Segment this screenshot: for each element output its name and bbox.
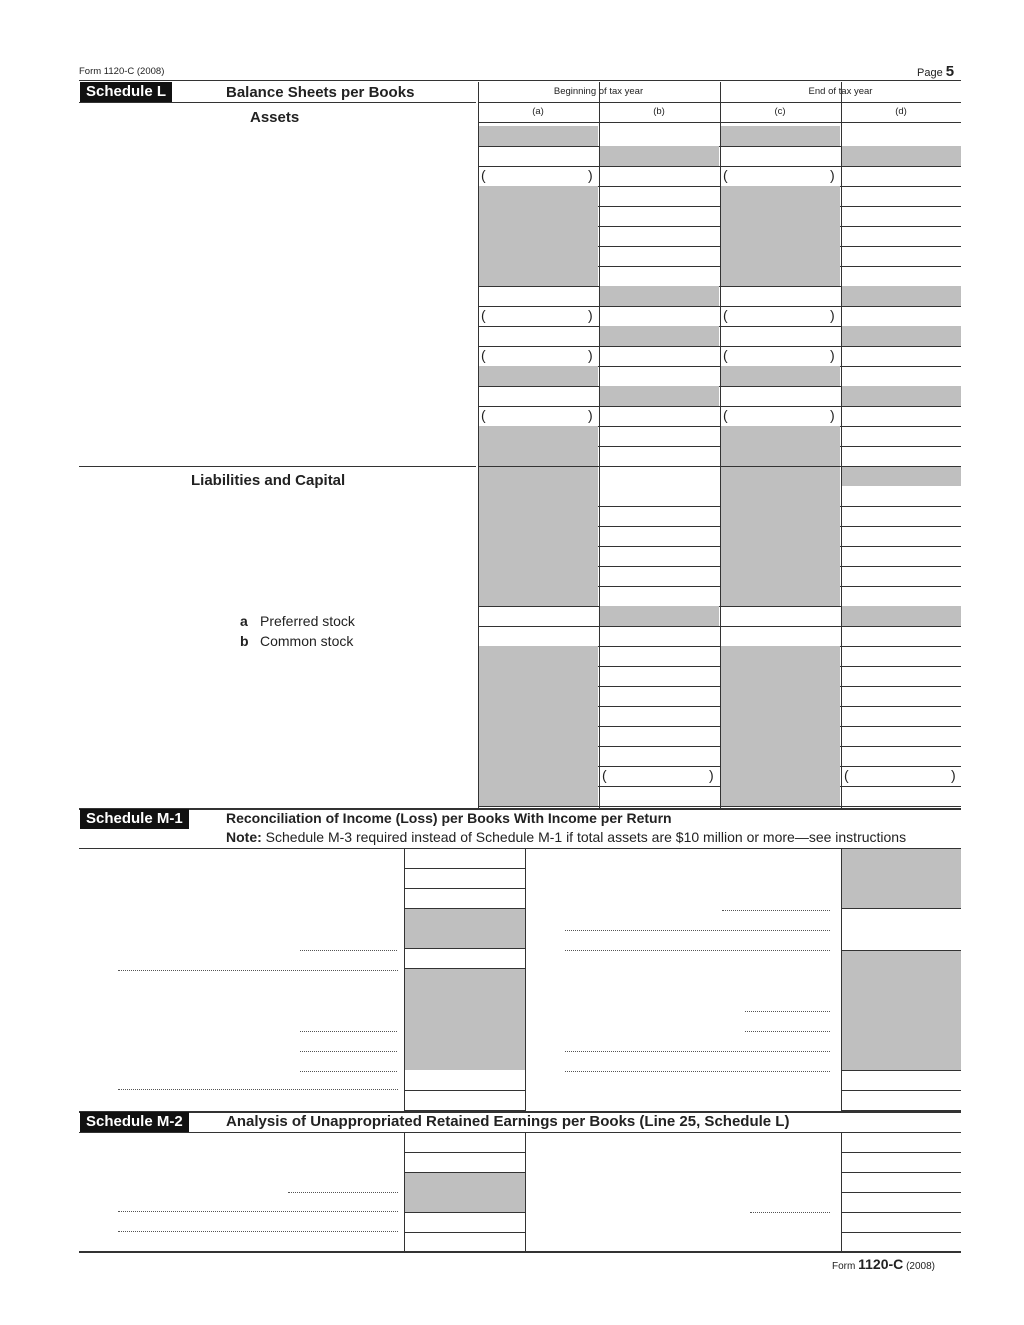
shade-cell — [841, 466, 961, 486]
shade-cell — [720, 766, 840, 786]
schedule-l-title: Balance Sheets per Books — [226, 84, 415, 101]
amount-field[interactable] — [599, 686, 719, 706]
shade-cell — [720, 426, 840, 446]
paren-close: ) — [830, 347, 835, 363]
shade-cell — [599, 606, 719, 626]
m1-amount-field[interactable] — [404, 889, 525, 907]
paren-close: ) — [588, 167, 593, 183]
m1-itemize-field[interactable] — [300, 1071, 397, 1072]
amount-field[interactable] — [841, 786, 961, 806]
shade-cell — [720, 746, 840, 766]
amount-field[interactable] — [478, 626, 598, 646]
amount-field[interactable] — [599, 706, 719, 726]
m1-itemize-field[interactable] — [300, 950, 397, 951]
shade-cell — [841, 146, 961, 166]
paren-close: ) — [588, 347, 593, 363]
amount-field[interactable] — [599, 586, 719, 606]
m1-left-col-rule — [404, 848, 405, 1111]
shade-cell — [720, 446, 840, 466]
shade-cell — [478, 646, 598, 666]
amount-field[interactable] — [478, 386, 598, 406]
amount-field[interactable] — [599, 366, 719, 386]
col-a-header: (a) — [532, 106, 544, 117]
schedule-m2-title: Analysis of Unappropriated Retained Earnings per Books (Line 25, Schedule L) — [226, 1113, 790, 1130]
amount-field[interactable] — [599, 506, 719, 526]
paren-close: ) — [830, 307, 835, 323]
m2-amount-field[interactable] — [841, 1155, 961, 1173]
shade-cell — [720, 126, 840, 146]
amount-field[interactable] — [841, 526, 961, 546]
shade-cell — [720, 466, 840, 486]
amount-field[interactable] — [599, 126, 719, 146]
amount-field[interactable] — [841, 746, 961, 766]
amount-field[interactable] — [841, 766, 961, 786]
shade-cell — [841, 386, 961, 406]
amount-field[interactable] — [599, 626, 719, 646]
schedule-m1-badge: Schedule M-1 — [80, 809, 189, 829]
header-rule — [79, 80, 961, 81]
m1-itemize-field[interactable] — [300, 1031, 397, 1032]
schedule-l-badge: Schedule L — [80, 82, 172, 102]
amount-field[interactable] — [841, 186, 961, 206]
shade-cell — [478, 786, 598, 806]
shade-cell — [720, 706, 840, 726]
amount-field[interactable] — [599, 486, 719, 506]
m2-amount-field[interactable] — [841, 1234, 961, 1252]
paren-close: ) — [709, 767, 714, 783]
footer-year: (2008) — [906, 1261, 935, 1272]
shade-cell — [720, 586, 840, 606]
amount-field[interactable] — [599, 566, 719, 586]
amount-field[interactable] — [720, 306, 840, 326]
m2-amount-field[interactable] — [841, 1135, 961, 1153]
m1-mid-rule — [525, 848, 526, 1111]
amount-field[interactable] — [599, 646, 719, 666]
footer-rule — [79, 1251, 961, 1253]
shade-cell — [720, 646, 840, 666]
col-c-header: (c) — [774, 106, 786, 117]
m1-right-rule — [841, 908, 961, 909]
paren-open: ( — [844, 767, 849, 783]
amount-field[interactable] — [599, 406, 719, 426]
begin-year-header: Beginning of tax year — [553, 86, 644, 97]
paren-open: ( — [481, 407, 486, 423]
shade-cell — [720, 186, 840, 206]
shade-cell — [478, 426, 598, 446]
shade-cell — [599, 146, 719, 166]
shade-cell — [841, 286, 961, 306]
amount-field[interactable] — [841, 346, 961, 366]
amount-field[interactable] — [599, 546, 719, 566]
stock-a-label: Preferred stock — [260, 613, 355, 629]
m1-note-label: Note: — [226, 829, 262, 845]
amount-field[interactable] — [841, 426, 961, 446]
shade-cell — [720, 506, 840, 526]
amount-field[interactable] — [841, 626, 961, 646]
amount-field[interactable] — [478, 406, 598, 426]
m1-amount-field[interactable] — [841, 1090, 961, 1108]
shade-cell — [720, 526, 840, 546]
shade-cell — [478, 506, 598, 526]
amount-field[interactable] — [720, 286, 840, 306]
shade-cell — [478, 766, 598, 786]
footer-form-word: Form — [832, 1261, 856, 1272]
amount-field[interactable] — [599, 266, 719, 286]
amount-field[interactable] — [841, 486, 961, 506]
m2-amount-field[interactable] — [404, 1135, 525, 1153]
end-year-header: End of tax year — [808, 86, 873, 97]
shade-cell — [478, 466, 598, 486]
stock-b-letter: b — [240, 633, 249, 649]
amount-field[interactable] — [841, 646, 961, 666]
shade-cell — [720, 266, 840, 286]
label-rule — [79, 102, 476, 103]
shade-cell — [720, 546, 840, 566]
m1-itemize-field[interactable] — [722, 910, 830, 911]
shade-cell — [478, 706, 598, 726]
m1-amount-field[interactable] — [404, 849, 525, 867]
amount-field[interactable] — [720, 346, 840, 366]
shade-cell — [478, 526, 598, 546]
amount-field[interactable] — [599, 246, 719, 266]
shade-cell — [599, 386, 719, 406]
m2-right-col-rule — [841, 1132, 842, 1251]
m1-itemize-field[interactable] — [565, 1051, 830, 1052]
m1-right-rule — [841, 950, 961, 951]
shade-cell — [478, 206, 598, 226]
m1-amount-field[interactable] — [404, 1083, 525, 1101]
assets-heading: Assets — [250, 109, 300, 126]
m1-left-rule — [404, 968, 525, 969]
col-rule — [478, 82, 479, 808]
paren-close: ) — [951, 767, 956, 783]
shade-cell — [478, 566, 598, 586]
form-id: Form 1120-C (2008) — [79, 66, 165, 77]
page-label — [917, 63, 954, 80]
paren-open: ( — [481, 347, 486, 363]
shade-cell — [720, 726, 840, 746]
stock-b-label: Common stock — [260, 633, 354, 649]
shade-cell — [404, 1172, 525, 1212]
shade-cell — [478, 486, 598, 506]
m2-itemize-field[interactable] — [288, 1192, 398, 1193]
m2-header-rule — [79, 1132, 961, 1133]
m2-itemize-field[interactable] — [750, 1212, 830, 1213]
amount-field[interactable] — [599, 766, 719, 786]
paren-open: ( — [602, 767, 607, 783]
m1-right-col-rule — [841, 848, 842, 1111]
paren-open: ( — [723, 407, 728, 423]
amount-field[interactable] — [599, 306, 719, 326]
m2-left-col-rule — [404, 1132, 405, 1251]
amount-field[interactable] — [841, 506, 961, 526]
amount-field[interactable] — [841, 706, 961, 726]
shade-cell — [478, 226, 598, 246]
shade-cell — [720, 246, 840, 266]
amount-field[interactable] — [841, 266, 961, 286]
shade-cell — [404, 968, 525, 1070]
shade-cell — [478, 366, 598, 386]
amount-field[interactable] — [841, 126, 961, 146]
amount-field[interactable] — [720, 326, 840, 346]
m1-amount-field[interactable] — [404, 869, 525, 887]
schedule-m2-badge: Schedule M-2 — [80, 1112, 189, 1132]
amount-field[interactable] — [599, 666, 719, 686]
m2-amount-field[interactable] — [404, 1155, 525, 1173]
shade-cell — [720, 686, 840, 706]
m2-amount-field[interactable] — [841, 1215, 961, 1233]
shade-cell — [478, 446, 598, 466]
assets-end-rule — [79, 466, 476, 467]
amount-field[interactable] — [478, 306, 598, 326]
paren-close: ) — [588, 407, 593, 423]
m1-amount-field[interactable] — [841, 919, 961, 937]
paren-open: ( — [723, 347, 728, 363]
shade-cell — [478, 726, 598, 746]
amount-field[interactable] — [841, 566, 961, 586]
col-rule — [841, 82, 842, 808]
m2-itemize-field[interactable] — [118, 1231, 398, 1232]
paren-close: ) — [830, 407, 835, 423]
shade-cell — [599, 326, 719, 346]
shade-cell — [599, 286, 719, 306]
amount-field[interactable] — [599, 446, 719, 466]
amount-field[interactable] — [841, 726, 961, 746]
amount-field[interactable] — [841, 586, 961, 606]
amount-field[interactable] — [720, 626, 840, 646]
amount-field[interactable] — [720, 606, 840, 626]
amount-field[interactable] — [478, 166, 598, 186]
col-rule — [720, 82, 721, 808]
shade-cell — [478, 746, 598, 766]
amount-field[interactable] — [841, 246, 961, 266]
amount-field[interactable] — [478, 346, 598, 366]
shade-cell — [478, 686, 598, 706]
paren-open: ( — [723, 307, 728, 323]
page-label-text: Page — [917, 67, 943, 79]
schedule-m1-title: Reconciliation of Income (Loss) per Books With Income per Return — [226, 810, 672, 826]
shade-cell — [841, 849, 961, 908]
paren-close: ) — [588, 307, 593, 323]
m1-itemize-field[interactable] — [745, 1011, 830, 1012]
shade-cell — [841, 326, 961, 346]
shade-cell — [720, 226, 840, 246]
shade-cell — [478, 586, 598, 606]
footer-form-id — [832, 1256, 935, 1272]
m1-amount-field[interactable] — [404, 941, 525, 959]
paren-open: ( — [723, 167, 728, 183]
shade-cell — [720, 786, 840, 806]
m1-itemize-field[interactable] — [300, 1051, 397, 1052]
m1-left-rule — [404, 908, 525, 909]
amount-field[interactable] — [841, 206, 961, 226]
m1-amount-field[interactable] — [841, 1070, 961, 1088]
m1-itemize-field[interactable] — [565, 950, 830, 951]
shade-cell — [720, 366, 840, 386]
amount-field[interactable] — [599, 346, 719, 366]
amount-field[interactable] — [599, 206, 719, 226]
stock-a-letter: a — [240, 613, 248, 629]
m1-itemize-field[interactable] — [565, 1071, 830, 1072]
m2-mid-rule — [525, 1132, 526, 1251]
amount-field[interactable] — [720, 406, 840, 426]
amount-field[interactable] — [841, 546, 961, 566]
amount-field[interactable] — [478, 146, 598, 166]
paren-open: ( — [481, 167, 486, 183]
amount-field[interactable] — [841, 666, 961, 686]
shade-cell — [720, 666, 840, 686]
amount-field[interactable] — [841, 166, 961, 186]
amount-field[interactable] — [478, 326, 598, 346]
m2-amount-field[interactable] — [404, 1230, 525, 1248]
amount-field[interactable] — [720, 166, 840, 186]
shade-cell — [478, 266, 598, 286]
shade-cell — [478, 186, 598, 206]
col-d-header: (d) — [895, 106, 907, 117]
col-letter-rule — [478, 122, 961, 123]
m1-note — [226, 829, 906, 845]
amount-field[interactable] — [720, 386, 840, 406]
shade-cell — [720, 486, 840, 506]
m2-left-rule — [404, 1212, 525, 1213]
amount-field[interactable] — [599, 166, 719, 186]
footer-form-num: 1120-C — [858, 1256, 904, 1272]
paren-close: ) — [830, 167, 835, 183]
amount-field[interactable] — [599, 226, 719, 246]
m2-amount-field[interactable] — [841, 1195, 961, 1213]
amount-field[interactable] — [720, 146, 840, 166]
m2-itemize-field[interactable] — [118, 1211, 398, 1212]
amount-field[interactable] — [599, 526, 719, 546]
amount-field[interactable] — [599, 786, 719, 806]
m1-note-text: Schedule M-3 required instead of Schedule M-1 if total assets are $10 million or more—see instructions — [265, 829, 907, 845]
shade-cell — [841, 950, 961, 1070]
shade-cell — [720, 566, 840, 586]
page-number: 5 — [945, 63, 955, 80]
shade-cell — [841, 606, 961, 626]
amount-field[interactable] — [478, 606, 598, 626]
col-b-header: (b) — [653, 106, 665, 117]
amount-field[interactable] — [478, 286, 598, 306]
amount-field[interactable] — [841, 306, 961, 326]
amount-field[interactable] — [841, 366, 961, 386]
amount-field[interactable] — [841, 686, 961, 706]
amount-field[interactable] — [841, 226, 961, 246]
amount-field[interactable] — [599, 186, 719, 206]
m1-itemize-field[interactable] — [118, 1089, 398, 1090]
shade-cell — [720, 206, 840, 226]
shade-cell — [478, 126, 598, 146]
amount-field[interactable] — [599, 726, 719, 746]
amount-field[interactable] — [841, 446, 961, 466]
shade-cell — [478, 546, 598, 566]
amount-field[interactable] — [841, 406, 961, 426]
shade-cell — [478, 666, 598, 686]
shade-cell — [478, 246, 598, 266]
col-rule — [599, 82, 600, 808]
amount-field[interactable] — [599, 746, 719, 766]
paren-open: ( — [481, 307, 486, 323]
m1-itemize-field[interactable] — [565, 930, 830, 931]
liabilities-heading: Liabilities and Capital — [191, 472, 346, 489]
m2-amount-field[interactable] — [841, 1175, 961, 1193]
m1-itemize-field[interactable] — [118, 970, 398, 971]
amount-field[interactable] — [599, 426, 719, 446]
m1-itemize-field[interactable] — [745, 1031, 830, 1032]
